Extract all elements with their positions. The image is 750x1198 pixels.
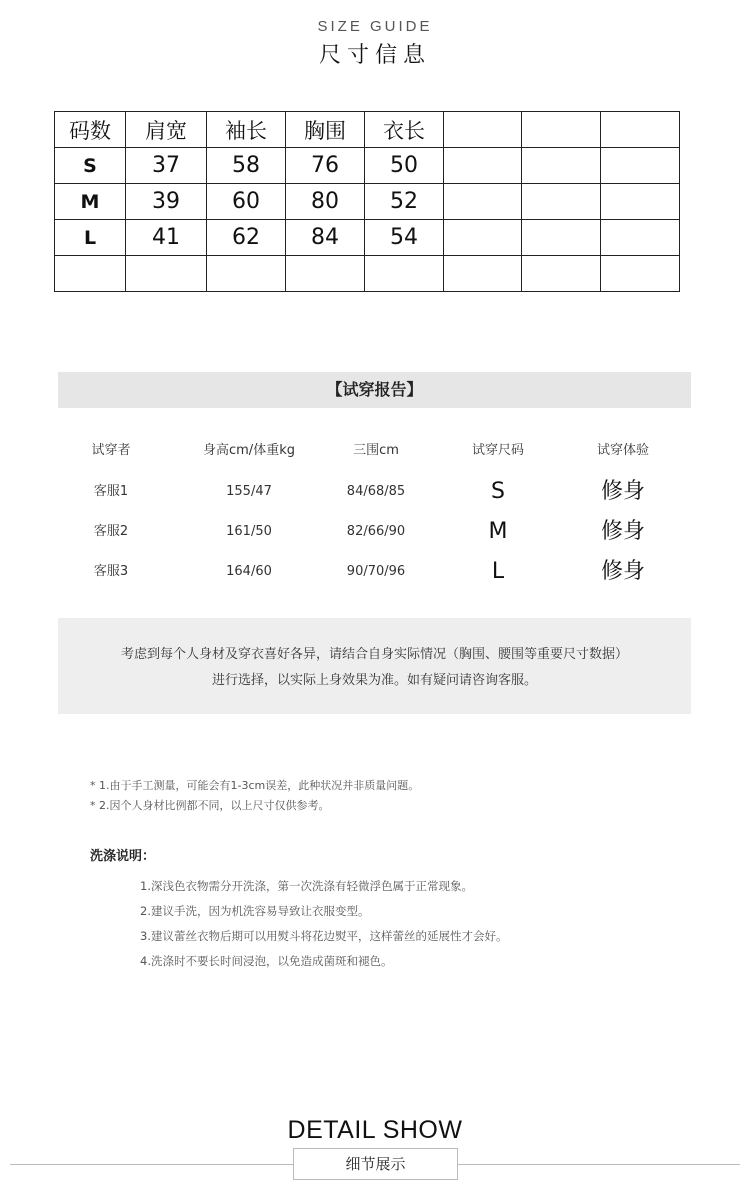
size-table-header-cell: 肩宽 [126, 112, 207, 148]
fit-advice-line: 进行选择，以实际上身效果为准。如有疑问请咨询客服。 [211, 673, 537, 688]
size-table-cell [601, 148, 680, 184]
size-table [54, 111, 680, 292]
size-table-cell [55, 256, 126, 292]
detail-show-title-en: DETAIL SHOW [287, 1116, 463, 1144]
size-guide-title-en: SIZE GUIDE [317, 18, 433, 35]
fit-advice-box [58, 618, 691, 714]
trial-row [58, 472, 691, 512]
trial-cell: 84/68/85 [346, 484, 406, 499]
trial-header-cell: 身高cm/体重kg [203, 443, 295, 458]
size-table-cell [207, 256, 286, 292]
trial-cell: 161/50 [226, 524, 272, 539]
trial-cell: 82/66/90 [346, 524, 406, 539]
size-table-cell: 80 [286, 184, 365, 220]
size-table-cell: 62 [207, 220, 286, 256]
size-table-cell [444, 148, 522, 184]
trial-header-cell: 试穿体验 [596, 443, 649, 458]
size-table-cell [601, 220, 680, 256]
trial-row [58, 552, 691, 592]
trial-report-title: 【试穿报告】 [58, 372, 691, 408]
trial-cell: 客服2 [93, 524, 129, 539]
size-table-header-cell: 胸围 [286, 112, 365, 148]
size-table-header-cell: 衣长 [365, 112, 444, 148]
size-table-cell [286, 256, 365, 292]
remark-line: * 2.因个人身材比例都不同，以上尺寸仅供参考。 [90, 799, 330, 812]
size-table-cell: S [55, 148, 126, 184]
size-table-header-cell [522, 112, 601, 148]
size-table-cell: 39 [126, 184, 207, 220]
size-guide-title-cn: 尺寸信息 [318, 43, 431, 68]
size-table-cell: 84 [286, 220, 365, 256]
trial-fit-cell: 修身 [600, 559, 645, 584]
measurement-remarks [90, 776, 419, 816]
trial-header-cell: 试穿者 [91, 443, 131, 458]
trial-row [58, 512, 691, 552]
trial-size-cell: L [491, 559, 505, 584]
size-table-cell: 76 [286, 148, 365, 184]
size-table-row [55, 148, 680, 184]
trial-header-cell: 试穿尺码 [471, 443, 524, 458]
size-table-cell [601, 256, 680, 292]
trial-header-cell: 三围cm [353, 443, 399, 458]
trial-cell: 164/60 [226, 564, 272, 579]
size-table-cell: 52 [365, 184, 444, 220]
trial-report-table [58, 432, 691, 592]
size-table-cell [522, 256, 601, 292]
remark-line: * 1.由于手工测量，可能会有1-3cm误差，此种状况并非质量问题。 [90, 779, 420, 792]
washing-item: 2.建议手洗，因为机洗容易导致让衣服变型。 [140, 904, 370, 918]
trial-size-cell: M [488, 519, 508, 544]
size-table-cell: 60 [207, 184, 286, 220]
size-table-cell [444, 184, 522, 220]
size-table-cell: 37 [126, 148, 207, 184]
trial-cell: 客服1 [93, 484, 129, 499]
size-table-cell: 58 [207, 148, 286, 184]
size-table-row [55, 184, 680, 220]
size-table-cell [444, 220, 522, 256]
trial-fit-cell: 修身 [600, 519, 645, 544]
trial-cell: 客服3 [93, 564, 129, 579]
size-table-header-cell [444, 112, 522, 148]
trial-fit-cell: 修身 [600, 479, 645, 504]
size-table-cell [522, 184, 601, 220]
trial-size-cell: S [491, 479, 505, 504]
size-table-cell: 50 [365, 148, 444, 184]
washing-item: 1.深浅色衣物需分开洗涤，第一次洗涤有轻微浮色属于正常现象。 [140, 879, 473, 893]
size-table-header-cell: 袖长 [207, 112, 286, 148]
washing-title: 洗涤说明： [90, 849, 156, 864]
washing-item: 3.建议蕾丝衣物后期可以用熨斗将花边熨平，这样蕾丝的延展性才会好。 [140, 929, 508, 943]
size-table-header-cell: 码数 [55, 112, 126, 148]
size-table-header-row [55, 112, 680, 148]
washing-item: 4.洗涤时不要长时间浸泡，以免造成菌斑和褪色。 [140, 954, 393, 968]
washing-list [140, 874, 507, 974]
size-table-cell: L [55, 220, 126, 256]
fit-advice-line: 考虑到每个人身材及穿衣喜好各异，请结合自身实际情况（胸围、腰围等重要尺寸数据） [120, 647, 628, 662]
size-table-cell [126, 256, 207, 292]
trial-cell: 90/70/96 [346, 564, 406, 579]
size-table-header-cell [601, 112, 680, 148]
size-table-cell: M [55, 184, 126, 220]
trial-header-row [58, 432, 691, 472]
size-table-cell [522, 148, 601, 184]
size-table-cell [444, 256, 522, 292]
size-table-row [55, 220, 680, 256]
size-table-cell: 41 [126, 220, 207, 256]
size-table-cell: 54 [365, 220, 444, 256]
size-table-cell [365, 256, 444, 292]
trial-cell: 155/47 [226, 484, 272, 499]
detail-show-title-cn: 细节展示 [293, 1148, 458, 1180]
size-table-cell [522, 220, 601, 256]
size-table-row [55, 256, 680, 292]
size-table-cell [601, 184, 680, 220]
